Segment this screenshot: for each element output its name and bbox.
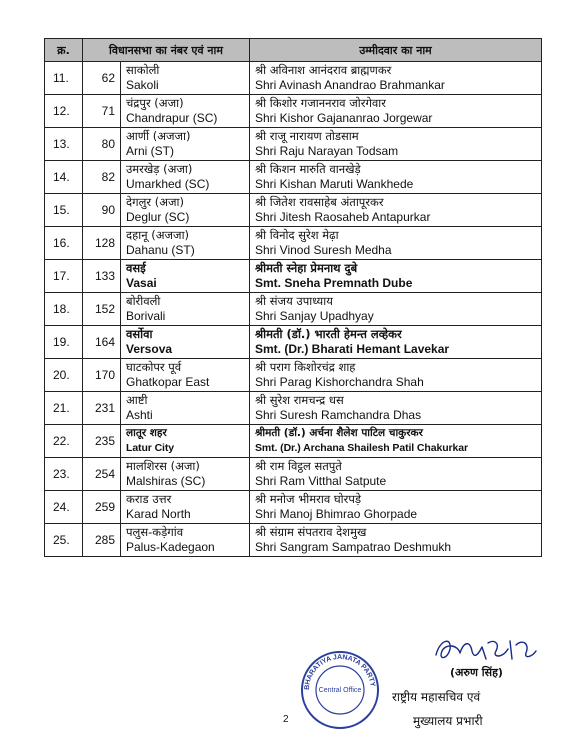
constituency-name-english: Umarkhed (SC): [126, 177, 210, 191]
constituency-name-english: Karad North: [126, 507, 191, 521]
candidate-name-hindi: श्री संजय उपाध्याय: [255, 294, 333, 308]
candidate-cell: [250, 161, 542, 194]
constituency-name-english: Deglur (SC): [126, 210, 190, 224]
candidate-name-english: Shri Kishor Gajananrao Jorgewar: [255, 111, 433, 125]
candidate-cell: [250, 524, 542, 557]
candidate-name-hindi: श्रीमती (डॉ.) अर्चना शैलेश पाटिल चाकुरकर: [255, 427, 423, 439]
constituency-number-cell: 231: [83, 392, 121, 425]
constituency-cell: [121, 491, 250, 524]
constituency-cell: [121, 95, 250, 128]
serial-cell: 17.: [45, 260, 83, 293]
candidate-cell: [250, 194, 542, 227]
candidate-name-hindi: श्री सुरेश रामचन्द्र धस: [255, 393, 344, 407]
header-candidate: उम्मीदवार का नाम: [250, 39, 542, 62]
serial-cell: 21.: [45, 392, 83, 425]
candidate-cell: [250, 326, 542, 359]
candidate-name-english: Shri Avinash Anandrao Brahmankar: [255, 78, 445, 92]
svg-text:BHARATIYA JANATA PARTY: [304, 654, 376, 690]
candidate-cell: [250, 260, 542, 293]
constituency-name-hindi: वसई: [126, 261, 146, 275]
candidate-name-english: Shri Jitesh Raosaheb Antapurkar: [255, 210, 431, 224]
candidate-name-english: Smt. (Dr.) Archana Shailesh Patil Chakurkar: [255, 442, 468, 454]
serial-cell: 25.: [45, 524, 83, 557]
constituency-name-hindi: कराड उत्तर: [126, 492, 172, 506]
constituency-cell: [121, 392, 250, 425]
candidate-name-english: Shri Raju Narayan Todsam: [255, 144, 399, 158]
table-row: [45, 260, 542, 293]
constituency-cell: [121, 194, 250, 227]
serial-cell: 19.: [45, 326, 83, 359]
serial-cell: 12.: [45, 95, 83, 128]
candidate-cell: [250, 491, 542, 524]
candidate-cell: [250, 458, 542, 491]
candidate-name-english: Shri Sangram Sampatrao Deshmukh: [255, 540, 452, 554]
constituency-number-cell: 170: [83, 359, 121, 392]
constituency-name-english: Vasai: [126, 276, 157, 290]
signatory-name: (अरुण सिंह): [450, 666, 503, 679]
constituency-name-hindi: मालशिरस (अजा): [126, 459, 200, 473]
candidate-cell: [250, 62, 542, 95]
candidate-table: [44, 38, 542, 557]
candidate-name-english: Shri Suresh Ramchandra Dhas: [255, 408, 422, 422]
candidate-name-hindi: श्री अविनाश आनंदराव ब्राह्मणकर: [255, 63, 392, 77]
stamp-outer-text: BHARATIYA JANATA PARTY: [303, 653, 376, 691]
header-constituency: विधानसभा का नंबर एवं नाम: [83, 39, 250, 62]
table-row: [45, 392, 542, 425]
candidate-name-english: Shri Sanjay Upadhyay: [255, 309, 374, 323]
table-row: [45, 425, 542, 458]
constituency-cell: [121, 62, 250, 95]
candidate-cell: [250, 392, 542, 425]
table-row: [45, 293, 542, 326]
constituency-cell: [121, 458, 250, 491]
constituency-name-hindi: आर्णी (अजजा): [126, 129, 191, 143]
serial-cell: 13.: [45, 128, 83, 161]
signature: [430, 633, 540, 667]
table-row: [45, 458, 542, 491]
party-office-stamp: [300, 650, 380, 730]
candidate-name-hindi: श्री राम विट्ठल सतपुते: [255, 459, 342, 473]
table-header-row: [45, 39, 542, 62]
candidate-name-hindi: श्री किशन मारुति वानखेड़े: [255, 162, 361, 176]
candidate-name-english: Shri Ram Vitthal Satpute: [255, 474, 387, 488]
constituency-name-hindi: दहानू (अजजा): [126, 228, 190, 242]
constituency-name-english: Arni (ST): [126, 144, 174, 158]
constituency-cell: [121, 161, 250, 194]
serial-cell: 24.: [45, 491, 83, 524]
constituency-number-cell: 152: [83, 293, 121, 326]
candidate-name-english: Shri Manoj Bhimrao Ghorpade: [255, 507, 418, 521]
candidate-name-hindi: श्रीमती स्नेहा प्रेमनाथ दुबे: [255, 261, 358, 275]
table-row: [45, 524, 542, 557]
constituency-name-hindi: वर्सोवा: [126, 327, 153, 341]
table-row: [45, 161, 542, 194]
constituency-name-hindi: आष्टी: [126, 393, 148, 407]
designation-line-1: राष्ट्रीय महासचिव एवं: [392, 690, 481, 704]
constituency-cell: [121, 227, 250, 260]
constituency-cell: [121, 326, 250, 359]
serial-cell: 15.: [45, 194, 83, 227]
constituency-cell: [121, 524, 250, 557]
serial-cell: 23.: [45, 458, 83, 491]
constituency-number-cell: 62: [83, 62, 121, 95]
constituency-number-cell: 71: [83, 95, 121, 128]
constituency-name-english: Ghatkopar East: [126, 375, 210, 389]
constituency-name-english: Chandrapur (SC): [126, 111, 218, 125]
candidate-name-hindi: श्री जितेश रावसाहेब अंतापूरकर: [255, 195, 384, 209]
constituency-number-cell: 254: [83, 458, 121, 491]
candidate-name-hindi: श्री विनोद सुरेश मेढ़ा: [255, 228, 339, 242]
serial-cell: 20.: [45, 359, 83, 392]
candidate-cell: [250, 95, 542, 128]
serial-cell: 16.: [45, 227, 83, 260]
constituency-name-hindi: उमरखेड़ (अजा): [126, 162, 193, 176]
constituency-number-cell: 82: [83, 161, 121, 194]
table-row: [45, 128, 542, 161]
table-row: [45, 62, 542, 95]
constituency-number-cell: 164: [83, 326, 121, 359]
candidate-name-hindi: श्री संग्राम संपतराव देशमुख: [255, 525, 367, 539]
candidate-cell: [250, 359, 542, 392]
table-row: [45, 95, 542, 128]
constituency-number-cell: 259: [83, 491, 121, 524]
constituency-cell: [121, 128, 250, 161]
constituency-name-english: Versova: [126, 342, 173, 356]
constituency-name-english: Latur City: [126, 442, 175, 454]
serial-cell: 14.: [45, 161, 83, 194]
serial-cell: 18.: [45, 293, 83, 326]
serial-cell: 11.: [45, 62, 83, 95]
constituency-number-cell: 133: [83, 260, 121, 293]
table-row: [45, 227, 542, 260]
constituency-cell: [121, 260, 250, 293]
constituency-number-cell: 90: [83, 194, 121, 227]
constituency-name-english: Dahanu (ST): [126, 243, 195, 257]
candidate-name-english: Smt. Sneha Premnath Dube: [255, 276, 413, 290]
candidate-name-english: Shri Vinod Suresh Medha: [255, 243, 392, 257]
constituency-name-hindi: चंद्रपुर (अजा): [126, 96, 184, 110]
candidate-name-hindi: श्री राजू नारायण तोडसाम: [255, 129, 359, 143]
candidate-cell: [250, 128, 542, 161]
constituency-name-hindi: लातूर शहर: [126, 427, 167, 439]
constituency-name-english: Ashti: [126, 408, 153, 422]
constituency-name-hindi: घाटकोपर पूर्व: [126, 360, 182, 374]
header-serial: क्र.: [45, 39, 83, 62]
constituency-cell: [121, 359, 250, 392]
table-body: [45, 62, 542, 557]
constituency-number-cell: 80: [83, 128, 121, 161]
candidate-name-hindi: श्रीमती (डॉ.) भारती हेमन्त लव्हेकर: [255, 327, 402, 341]
constituency-name-hindi: देगलुर (अजा): [126, 195, 185, 209]
candidate-name-hindi: श्री पराग किशोरचंद्र शाह: [255, 360, 356, 374]
constituency-name-english: Borivali: [126, 309, 166, 323]
constituency-number-cell: 235: [83, 425, 121, 458]
constituency-number-cell: 285: [83, 524, 121, 557]
candidate-name-hindi: श्री मनोज भीमराव घोरपड़े: [255, 492, 362, 506]
constituency-cell: [121, 425, 250, 458]
constituency-name-hindi: पलुस-कड़ेगांव: [126, 525, 184, 539]
constituency-number-cell: 128: [83, 227, 121, 260]
table-row: [45, 359, 542, 392]
stamp-inner-text: Central Office: [318, 687, 362, 694]
candidate-cell: [250, 293, 542, 326]
constituency-name-english: Palus-Kadegaon: [126, 540, 215, 554]
candidate-name-hindi: श्री किशोर गजाननराव जोरगेवार: [255, 96, 386, 110]
candidate-name-english: Shri Parag Kishorchandra Shah: [255, 375, 424, 389]
serial-cell: 22.: [45, 425, 83, 458]
candidate-cell: [250, 425, 542, 458]
constituency-name-english: Malshiras (SC): [126, 474, 206, 488]
candidate-name-english: Shri Kishan Maruti Wankhede: [255, 177, 414, 191]
designation-line-2: मुख्यालय प्रभारी: [413, 714, 483, 728]
constituency-name-hindi: बोरीवली: [126, 294, 161, 308]
candidate-cell: [250, 227, 542, 260]
candidate-name-english: Smt. (Dr.) Bharati Hemant Lavekar: [255, 342, 450, 356]
table-row: [45, 194, 542, 227]
table-row: [45, 326, 542, 359]
constituency-cell: [121, 293, 250, 326]
table-row: [45, 491, 542, 524]
constituency-name-english: Sakoli: [126, 78, 159, 92]
constituency-name-hindi: साकोली: [126, 63, 160, 77]
page-number: 2: [283, 714, 289, 725]
